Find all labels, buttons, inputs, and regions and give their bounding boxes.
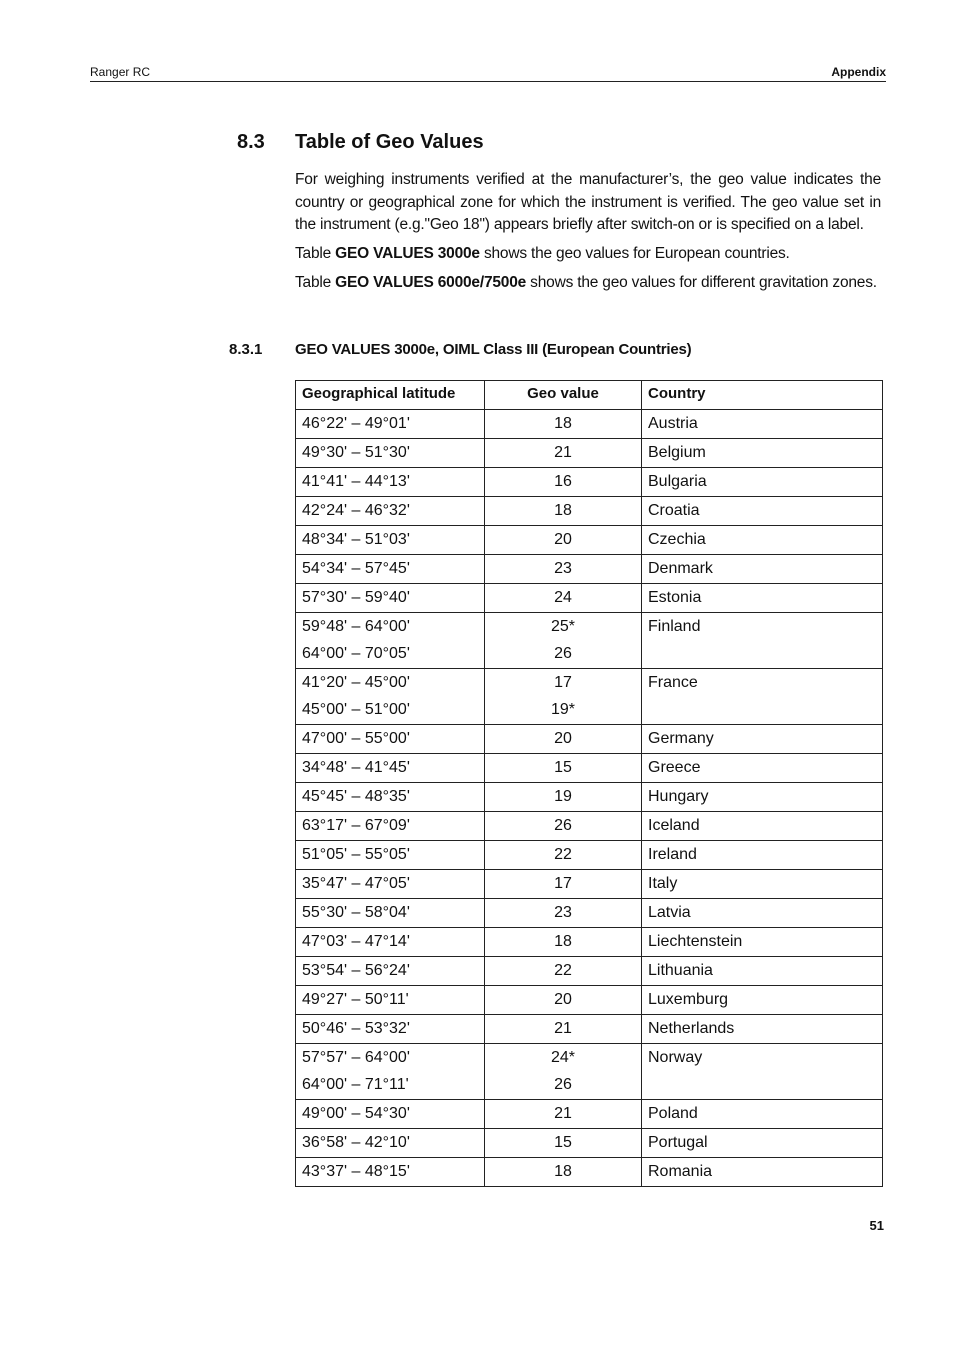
geo-value: 26 <box>554 645 572 662</box>
geo-value: 23 <box>554 560 572 577</box>
country-cell: Bulgaria <box>642 468 883 497</box>
geo-value-cell <box>485 754 642 783</box>
latitude-range: 35°47' – 47°05' <box>302 875 410 892</box>
latitude-range: 59°48' – 64°00' <box>302 618 410 635</box>
latitude-cell <box>296 957 485 986</box>
country-cell: Estonia <box>642 584 883 613</box>
geo-value-cell <box>485 870 642 899</box>
column-header-geo-value: Geo value <box>485 381 642 410</box>
latitude-range: 41°41' – 44°13' <box>302 473 410 490</box>
geo-value-cell <box>485 783 642 812</box>
country-cell: Romania <box>642 1158 883 1187</box>
latitude-cell <box>296 1015 485 1044</box>
country-cell: Netherlands <box>642 1015 883 1044</box>
geo-value: 21 <box>554 1020 572 1037</box>
latitude-cell <box>296 986 485 1015</box>
geo-values-table <box>295 380 883 1187</box>
latitude-cell <box>296 1129 485 1158</box>
table-row <box>296 613 883 669</box>
latitude-range: 53°54' – 56°24' <box>302 962 410 979</box>
section-number: 8.3 <box>237 131 265 153</box>
country-cell: Latvia <box>642 899 883 928</box>
geo-value: 20 <box>554 531 572 548</box>
country-cell: Lithuania <box>642 957 883 986</box>
table-row <box>296 526 883 555</box>
country-cell: Finland <box>642 613 883 669</box>
table-row <box>296 870 883 899</box>
latitude-range: 48°34' – 51°03' <box>302 531 410 548</box>
latitude-cell <box>296 1100 485 1129</box>
running-header-title: Ranger RC <box>90 65 151 79</box>
latitude-range: 45°00' – 51°00' <box>302 701 410 718</box>
geo-value-cell <box>485 439 642 468</box>
paragraph-text: shows the geo values for European countries. <box>479 245 790 262</box>
paragraph-text: Table <box>295 245 336 262</box>
latitude-cell <box>296 841 485 870</box>
country-cell: Ireland <box>642 841 883 870</box>
country-cell: Portugal <box>642 1129 883 1158</box>
country-cell: Belgium <box>642 439 883 468</box>
geo-value: 26 <box>554 1076 572 1093</box>
geo-value-cell <box>485 1044 642 1100</box>
geo-value: 18 <box>554 502 572 519</box>
geo-value-cell <box>485 584 642 613</box>
column-header-country: Country <box>642 381 883 410</box>
geo-value-cell <box>485 812 642 841</box>
geo-value: 19 <box>554 788 572 805</box>
geo-value: 15 <box>554 759 572 776</box>
table-reference-6000e: GEO VALUES 6000e/7500e <box>335 274 527 291</box>
geo-value-cell <box>485 957 642 986</box>
geo-value: 24 <box>554 589 572 606</box>
table-row <box>296 899 883 928</box>
latitude-range: 64°00' – 71°11' <box>302 1076 409 1093</box>
latitude-range: 54°34' – 57°45' <box>302 560 410 577</box>
latitude-cell <box>296 584 485 613</box>
table-row <box>296 1129 883 1158</box>
latitude-cell <box>296 783 485 812</box>
latitude-cell <box>296 754 485 783</box>
geo-value-cell <box>485 928 642 957</box>
geo-value-cell <box>485 613 642 669</box>
geo-value: 23 <box>554 904 572 921</box>
latitude-range: 49°30' – 51°30' <box>302 444 410 461</box>
latitude-range: 46°22' – 49°01' <box>302 415 410 432</box>
table-row <box>296 986 883 1015</box>
country-cell: Hungary <box>642 783 883 812</box>
latitude-range: 36°58' – 42°10' <box>302 1134 410 1151</box>
table-row <box>296 754 883 783</box>
latitude-cell <box>296 526 485 555</box>
geo-value: 18 <box>554 415 572 432</box>
column-header-latitude: Geographical latitude <box>296 381 485 410</box>
table-header-row <box>296 381 883 410</box>
country-cell: Luxemburg <box>642 986 883 1015</box>
country-cell: France <box>642 669 883 725</box>
intro-paragraph: For weighing instruments verified at the manufacturer’s, the geo value indicates the country or geographical zone for which the instrument is verified. The geo value set in the instrument (e.g."Geo 18") appears briefly after switch-on or is specified on a label. <box>295 171 881 233</box>
country-cell: Liechtenstein <box>642 928 883 957</box>
latitude-range: 64°00' – 70°05' <box>302 645 410 662</box>
geo-value: 20 <box>554 991 572 1008</box>
latitude-cell <box>296 468 485 497</box>
country-cell: Greece <box>642 754 883 783</box>
geo-value-cell <box>485 1100 642 1129</box>
latitude-cell <box>296 439 485 468</box>
geo-value: 18 <box>554 1163 572 1180</box>
latitude-cell <box>296 899 485 928</box>
table-row <box>296 1044 883 1100</box>
latitude-range: 49°00' – 54°30' <box>302 1105 410 1122</box>
geo-value: 26 <box>554 817 572 834</box>
latitude-range: 49°27' – 50°11' <box>302 991 409 1008</box>
latitude-range: 50°46' – 53°32' <box>302 1020 410 1037</box>
geo-value-cell <box>485 497 642 526</box>
table-row <box>296 725 883 754</box>
latitude-range: 41°20' – 45°00' <box>302 674 410 691</box>
geo-value: 17 <box>554 674 572 691</box>
geo-value-cell <box>485 669 642 725</box>
running-header-chapter: Appendix <box>831 65 886 79</box>
geo-value-cell <box>485 468 642 497</box>
country-cell: Czechia <box>642 526 883 555</box>
geo-value: 15 <box>554 1134 572 1151</box>
table-row <box>296 497 883 526</box>
table-row <box>296 410 883 439</box>
latitude-cell <box>296 669 485 725</box>
table-row <box>296 841 883 870</box>
latitude-range: 47°00' – 55°00' <box>302 730 410 747</box>
table-reference-paragraph-6000e <box>295 272 881 295</box>
geo-value-cell <box>485 725 642 754</box>
geo-value: 18 <box>554 933 572 950</box>
latitude-range: 47°03' – 47°14' <box>302 933 410 950</box>
table-row <box>296 957 883 986</box>
geo-value-cell <box>485 555 642 584</box>
country-cell: Poland <box>642 1100 883 1129</box>
geo-value-cell <box>485 986 642 1015</box>
country-cell: Croatia <box>642 497 883 526</box>
table-row <box>296 1015 883 1044</box>
country-cell: Denmark <box>642 555 883 584</box>
geo-value: 17 <box>554 875 572 892</box>
latitude-range: 34°48' – 41°45' <box>302 759 410 776</box>
geo-value: 25* <box>550 618 576 635</box>
latitude-range: 63°17' – 67°09' <box>302 817 410 834</box>
table-row <box>296 439 883 468</box>
country-cell: Austria <box>642 410 883 439</box>
table-row <box>296 555 883 584</box>
latitude-cell <box>296 870 485 899</box>
geo-value: 22 <box>554 962 572 979</box>
subsection-title: GEO VALUES 3000e, OIML Class III (European Countries) <box>295 341 692 358</box>
subsection-number: 8.3.1 <box>229 341 263 358</box>
geo-value: 16 <box>554 473 572 490</box>
country-cell: Italy <box>642 870 883 899</box>
header-rule <box>90 81 886 82</box>
geo-value-cell <box>485 1015 642 1044</box>
latitude-range: 55°30' – 58°04' <box>302 904 410 921</box>
latitude-range: 57°57' – 64°00' <box>302 1049 410 1066</box>
latitude-cell <box>296 1158 485 1187</box>
table-row <box>296 468 883 497</box>
latitude-cell <box>296 812 485 841</box>
geo-value-cell <box>485 410 642 439</box>
latitude-cell <box>296 497 485 526</box>
latitude-range: 45°45' – 48°35' <box>302 788 410 805</box>
table-row <box>296 812 883 841</box>
table-row <box>296 783 883 812</box>
geo-value: 22 <box>554 846 572 863</box>
latitude-cell <box>296 555 485 584</box>
latitude-range: 42°24' – 46°32' <box>302 502 410 519</box>
geo-value: 21 <box>554 1105 572 1122</box>
latitude-cell <box>296 1044 485 1100</box>
latitude-cell <box>296 725 485 754</box>
geo-value: 19* <box>550 701 576 718</box>
table-row <box>296 584 883 613</box>
country-cell: Germany <box>642 725 883 754</box>
geo-value: 21 <box>554 444 572 461</box>
section-title: Table of Geo Values <box>295 131 484 153</box>
latitude-range: 51°05' – 55°05' <box>302 846 410 863</box>
table-row <box>296 1100 883 1129</box>
paragraph-text: shows the geo values for different gravitation zones. <box>526 274 877 291</box>
table-row <box>296 1158 883 1187</box>
geo-value: 20 <box>554 730 572 747</box>
geo-value-cell <box>485 899 642 928</box>
geo-value: 24* <box>550 1049 576 1066</box>
latitude-cell <box>296 928 485 957</box>
table-reference-3000e: GEO VALUES 3000e <box>335 245 480 262</box>
country-cell: Norway <box>642 1044 883 1100</box>
geo-value-cell <box>485 1129 642 1158</box>
table-reference-paragraph-3000e <box>295 243 881 266</box>
geo-value-cell <box>485 1158 642 1187</box>
country-cell: Iceland <box>642 812 883 841</box>
geo-value-cell <box>485 526 642 555</box>
page-number: 51 <box>869 1218 884 1233</box>
table-row <box>296 928 883 957</box>
latitude-range: 57°30' – 59°40' <box>302 589 410 606</box>
latitude-cell <box>296 410 485 439</box>
latitude-range: 43°37' – 48°15' <box>302 1163 410 1180</box>
geo-value-cell <box>485 841 642 870</box>
paragraph-text: Table <box>295 274 336 291</box>
table-row <box>296 669 883 725</box>
latitude-cell <box>296 613 485 669</box>
